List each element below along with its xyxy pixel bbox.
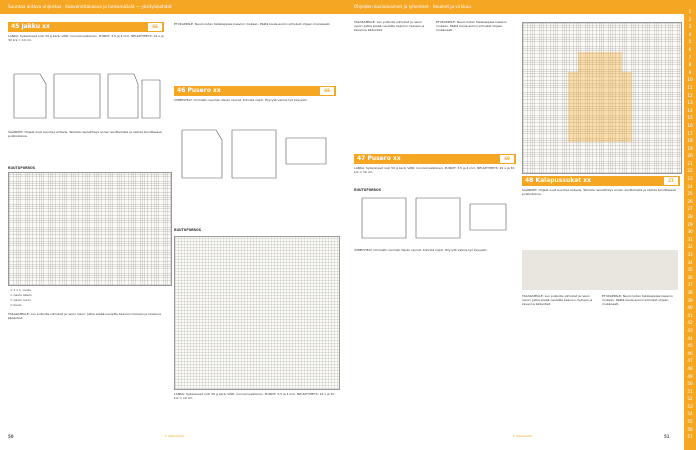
chart-label-1: RUUTUPIIRROS — [8, 166, 36, 170]
section-48-text-3: ETUKAPPALE: Neulo kuten takakappale kaavion mukaan. Päätä kaula-aukon silmukat ohjeen mukaisesti. — [602, 294, 673, 306]
section-48-page: 27 — [664, 177, 678, 185]
legend-item: = neulo oikein — [10, 293, 32, 297]
right-page — [348, 0, 696, 450]
section-47-header — [354, 154, 516, 164]
knitting-chart-2 — [174, 236, 340, 390]
chart-label-3: RUUTUPIIRROS — [354, 188, 382, 192]
section-48-box — [522, 250, 678, 290]
section-48-title: 48 Kalapussukat xx — [525, 177, 591, 184]
right-side-nav — [684, 0, 696, 450]
section-45-text-2: SÄÄNNÖT: Ohjeet ovat suuntaa antavia. Tarkista neuletiheys ennen aloittamista ja vaihda tarvittaessa puikkokokoa. — [8, 130, 162, 138]
section-47-text-2: VIIMEISTELY: Ommeltu saumat. Neulo reunat. Kiinnitä napit. Höyrytä valmis työ kevyesti. — [354, 248, 488, 252]
legend-item: = kuvio — [10, 303, 22, 307]
section-47-page: 69 — [500, 155, 514, 163]
section-46-page: 69 — [320, 87, 334, 95]
section-46-text-1: VIIMEISTELY: Ommeltu saumat. Neulo reunat. Kiinnitä napit. Höyrytä valmis työ kevyesti. — [174, 98, 308, 102]
left-page-number: 50 — [8, 434, 14, 439]
legend-item: = 1 x 1 -ruutu — [10, 288, 32, 292]
right-col-1-text: TAKAKAPPALE: Luo puikoille silmukat ja neulo resori. Jatka sileää neuletta kaavion mukaan ja kavenna kädentiet. — [354, 20, 425, 32]
section-46-title: 46 Pusero xx — [177, 87, 221, 94]
right-header-bar — [348, 0, 696, 14]
section-45-header — [8, 22, 164, 32]
section-48-header — [522, 176, 680, 186]
side-nav-numbers: 1 2 3 4 5 6 7 8 9 10 11 12 13 14 15 16 17 18 19 20 21 22 23 24 25 26 27 28 29 30 31 32 33 34 35 36 37 38 39 40 41 42 43 44 45 46 47 48 49 50 51 52 53 54 55 56 57 — [687, 9, 693, 440]
legend-item: = neulo nurin — [10, 298, 31, 302]
section-46-header — [174, 86, 336, 96]
left-header-bar — [0, 0, 348, 14]
section-45-schematic — [10, 70, 165, 126]
right-footer-center: © Neulelehti — [512, 434, 532, 438]
section-45-title: 45 Jakku xx — [11, 23, 50, 30]
left-footer-center: © Neulelehti — [164, 434, 184, 438]
left-header-text: Suuntaa antava ohjeistus · Kaavamittakaava ja lankamäärät — yksityiskohdat — [8, 4, 172, 9]
right-page-number: 51 — [664, 434, 670, 439]
section-45-intro: LANKA: Sykeraneet noin 50 g kerä; VÄRI: luonnonvalkoinen. PUIKOT: 3,5 ja 4 mm. NEULETIHEYS: 22 s ja 30 krs = 10 cm. — [8, 34, 164, 42]
section-46-text-2: LANKA: Sykeraneet noin 50 g kerä; VÄRI: luonnonvalkoinen. PUIKOT: 3,5 ja 4 mm. NEULETIHEYS: 22 s ja 30 krs = 10 cm. — [174, 392, 335, 400]
right-header-text: Ohjeiden kuvioavaimet ja lyhenteet · Neuleet ja virkkuu — [354, 4, 471, 9]
chart-label-2: RUUTUPIIRROS — [174, 228, 202, 232]
right-footer — [348, 434, 696, 442]
right-col-2-text: ETUKAPPALE: Neulo kuten takakappale kaavion mukaan. Päätä kaula-aukon silmukat ohjeen mukaisesti. — [436, 20, 507, 32]
middle-col-text-1: ETUKAPPALE: Neulo kuten takakappale kaavion mukaan. Päätä kaula-aukon silmukat ohjeen mukaisesti. — [174, 22, 331, 26]
fish-motif — [522, 22, 680, 172]
section-47-title: 47 Pusero xx — [357, 155, 401, 162]
legend-1 — [10, 288, 80, 308]
section-48-text-2: TAKAKAPPALE: Luo puikoille silmukat ja neulo resori. Jatka sileää neuletta kaavion mukaan ja kavenna kädentiet. — [522, 294, 593, 306]
section-46-schematic — [176, 124, 334, 184]
knitting-chart-1 — [8, 172, 172, 286]
left-footer — [0, 434, 348, 442]
section-47-text-1: LANKA: Sykeraneet noin 50 g kerä; VÄRI: luonnonvalkoinen. PUIKOT: 3,5 ja 4 mm. NEULETIHEYS: 22 s ja 30 krs = 10 cm. — [354, 166, 515, 174]
section-45-page: 66 — [148, 23, 162, 31]
section-47-schematic — [356, 194, 514, 244]
section-48-text-1: SÄÄNNÖT: Ohjeet ovat suuntaa antavia. Tarkista neuletiheys ennen aloittamista ja vaihda tarvittaessa puikkokokoa. — [522, 188, 676, 196]
section-45-text-3: TAKAKAPPALE: Luo puikoille silmukat ja neulo resori. Jatka sileää neuletta kaavion mukaan ja kavenna kädentiet. — [8, 312, 161, 320]
